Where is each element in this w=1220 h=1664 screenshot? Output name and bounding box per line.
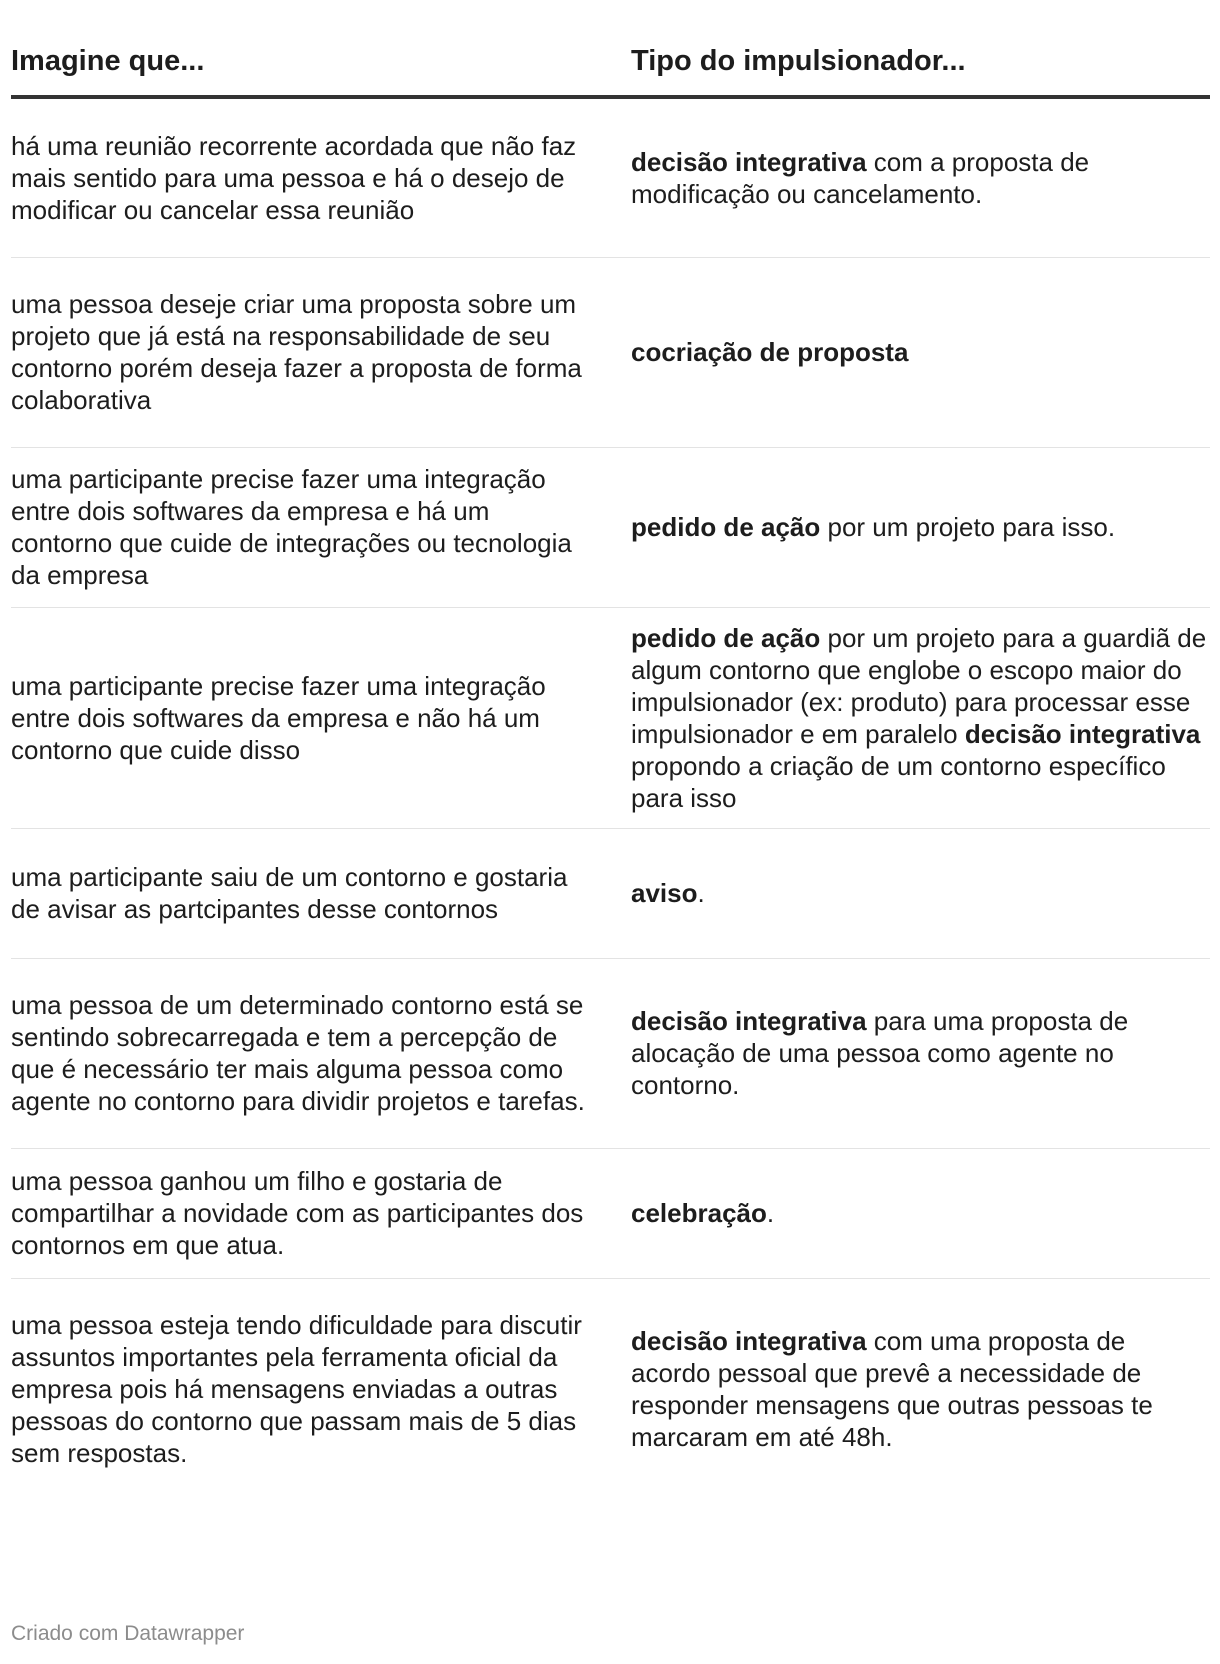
table-row [11,1148,1210,1278]
cell-situation: uma participante precise fazer uma integração entre dois softwares da empresa e há um contorno que cuide de integrações ou tecnologia da empresa [11,447,631,607]
type-label: celebração [631,1198,767,1228]
type-description: . [697,878,705,908]
type-description: por um projeto para isso. [820,512,1116,542]
cell-type [631,607,1210,828]
type-description: para uma proposta de alocação de uma pessoa como agente no contorno. [631,1006,1129,1100]
cell-situation: uma participante precise fazer uma integração entre dois softwares da empresa e não há um contorno que cuide disso [11,607,631,828]
type-label: decisão integrativa [631,1006,867,1036]
cell-situation: uma participante saiu de um contorno e gostaria de avisar as partcipantes desse contornos [11,828,631,958]
cell-type [631,958,1210,1148]
type-label: decisão integrativa [964,718,1201,749]
column-header-tipo[interactable]: Tipo do impulsionador... [631,38,1210,97]
cell-type [631,447,1210,607]
type-label: aviso [631,878,698,908]
footer-credit: Criado com Datawrapper [11,1622,245,1645]
type-label: cocriação de proposta [631,337,909,367]
cell-type [631,1148,1210,1278]
cell-type [631,828,1210,958]
type-label: decisão integrativa [631,146,867,177]
type-label: pedido de ação [631,622,821,653]
table-row [11,958,1210,1148]
table-row [11,607,1210,828]
type-description: propondo a criação de um contorno específico para isso [631,750,1166,813]
table-row [11,97,1210,257]
impulsionador-table [11,38,1210,1499]
column-header-imagine[interactable]: Imagine que... [11,38,631,97]
table-row [11,257,1210,447]
cell-situation: uma pessoa esteja tendo dificuldade para discutir assuntos importantes pela ferramenta oficial da empresa pois há mensagens enviadas a outras pessoas do contorno que passam mais de 5 dias sem respostas. [11,1309,582,1468]
type-description: . [766,1198,775,1228]
header-row [11,38,1210,97]
cell-situation: uma pessoa deseje criar uma proposta sobre um projeto que já está na responsabilidade de seu contorno porém deseja fazer a proposta de forma colaborativa [11,257,631,447]
type-description: por um projeto para a guardiã de algum contorno que englobe o escopo maior do impulsionador (ex: produto) para processar esse impulsionador e em paralelo [631,622,1207,749]
cell-situation: há uma reunião recorrente acordada que não faz mais sentido para uma pessoa e há o desejo de modificar ou cancelar essa reunião [11,97,631,257]
table-row [11,447,1210,607]
cell-situation: uma pessoa de um determinado contorno está se sentindo sobrecarregada e tem a percepção de que é necessário ter mais alguma pessoa como agente no contorno para dividir projetos e tarefas. [11,958,631,1148]
type-label: pedido de ação [631,512,821,542]
cell-type [631,1278,1210,1499]
cell-type [631,97,1210,257]
table-row [11,828,1210,958]
type-label: decisão integrativa [631,1325,867,1356]
type-description: com uma proposta de acordo pessoal que prevê a necessidade de responder mensagens que outras pessoas te marcaram em até 48h. [631,1325,1153,1452]
cell-type [631,257,1210,447]
table-body [11,97,1210,1499]
cell-situation: uma pessoa ganhou um filho e gostaria de compartilhar a novidade com as participantes dos contornos em que atua. [11,1148,631,1278]
type-description: com a proposta de modificação ou cancelamento. [631,146,1090,209]
table-header [11,38,1210,97]
table-row [11,1278,1210,1499]
